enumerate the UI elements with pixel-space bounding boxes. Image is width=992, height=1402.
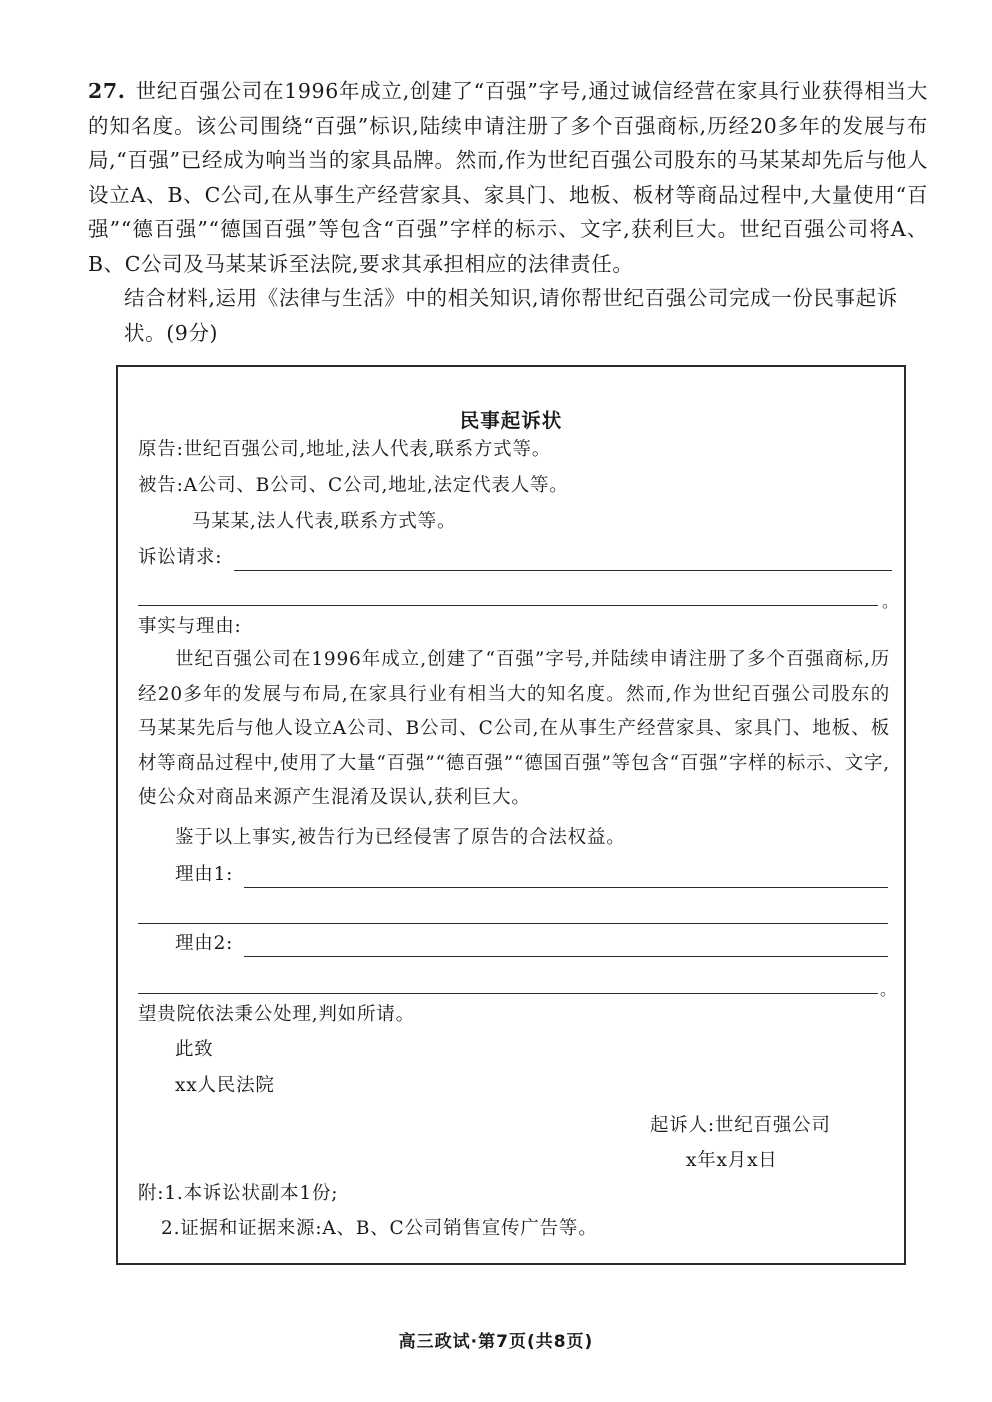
date-line: x年x月x日 [686,1150,778,1171]
request-line: 望贵院依法秉公处理,判如所请。 [138,1004,415,1025]
attachment-2: 2.证据和证据来源:A、B、C公司销售宣传广告等。 [161,1218,598,1239]
facts-label: 事实与理由: [138,616,242,637]
question-task: 结合材料,运用《法律与生活》中的相关知识,请你帮世纪百强公司完成一份民事起诉状。(9分) [124,286,898,345]
reason2-label: 理由2: [175,933,234,954]
question-number: 27. [88,79,126,103]
reason1-blank-1[interactable] [244,887,888,888]
facts-paragraph: 世纪百强公司在1996年成立,创建了“百强”字号,并陆续申请注册了多个百强商标,历经20多年的发展与布局,在家具行业有相当大的知名度。然而,作为世纪百强公司股东的马某某先后与他人设立A公司、B公司、C公司,在从事生产经营家具、家具门、地板、板材等商品过程中,使用了大量“百强”“德百强”“德国百强”等包含“百强”字样的标示、文字,使公众对商品来源产生混淆及误认,获利巨大。 [138,649,890,809]
page-footer: 高三政试·第7页(共8页) [398,1332,594,1352]
question-body [88,74,928,281]
question-27 [88,74,928,350]
court-line: xx人民法院 [175,1075,275,1096]
defendant-line: 被告:A公司、B公司、C公司,地址,法定代表人等。 [138,475,569,496]
reason2-end-mark: 。 [880,980,897,999]
claims-blank-1[interactable] [234,570,892,571]
salutation-line: 此致 [175,1039,214,1060]
complaint-title: 民事起诉状 [459,409,563,432]
reason2-blank-2[interactable] [138,993,878,994]
plaintiff-line: 原告:世纪百强公司,地址,法人代表,联系方式等。 [138,439,552,460]
reason1-blank-2[interactable] [138,923,888,924]
reason1-label: 理由1: [175,864,234,885]
reason2-blank-1[interactable] [244,956,888,957]
civil-complaint-form [116,365,906,1265]
conclusion-line: 鉴于以上事实,被告行为已经侵害了原告的合法权益。 [175,827,626,848]
signer-line: 起诉人:世纪百强公司 [650,1115,831,1136]
claims-blank-2[interactable] [138,605,878,606]
attachment-1: 附:1.本诉讼状副本1份; [138,1183,339,1204]
defendant-individual-line: 马某某,法人代表,联系方式等。 [192,511,457,532]
question-material: 世纪百强公司在1996年成立,创建了“百强”字号,通过诚信经营在家具行业获得相当大的知名度。该公司围绕“百强”标识,陆续申请注册了多个百强商标,历经20多年的发展与布局,“百强”已经成为响当当的家具品牌。然而,作为世纪百强公司股东的马某某却先后与他人设立A、B、C公司,在从事生产经营家具、家具门、地板、板材等商品过程中,大量使用“百强”“德百强”“德国百强”等包含“百强”字样的标示、文字,获利巨大。世纪百强公司将A、B、C公司及马某某诉至法院,要求其承担相应的法律责任。 [88,79,928,276]
claims-end-mark: 。 [882,592,899,611]
claims-label: 诉讼请求: [138,547,223,568]
